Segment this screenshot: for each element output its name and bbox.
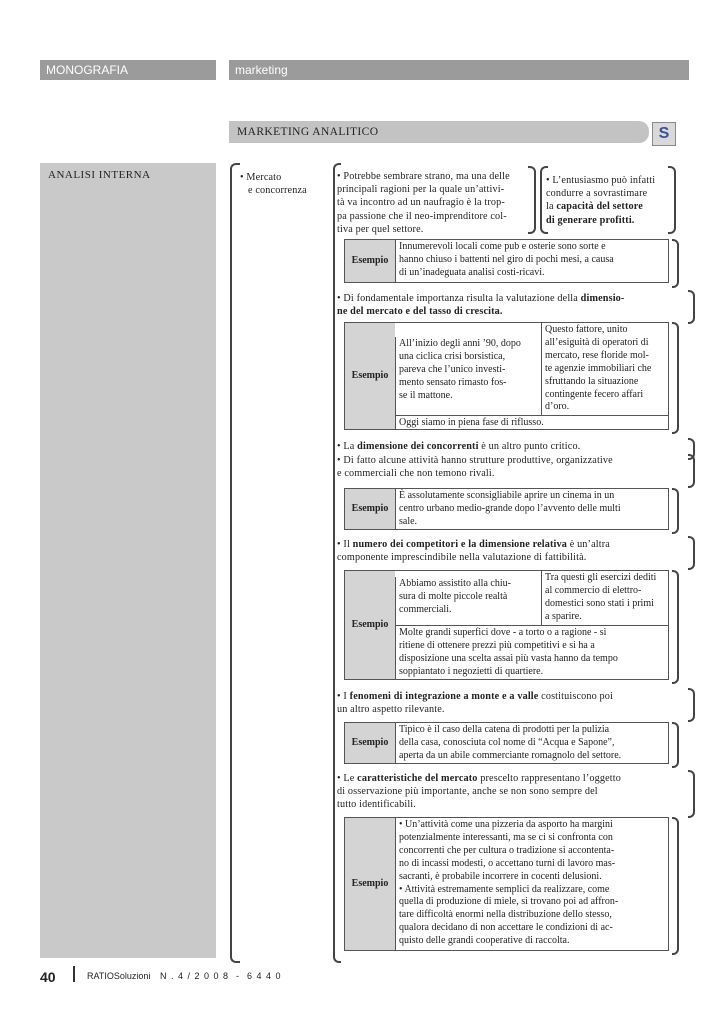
example-4-bracket: [672, 570, 679, 684]
topic-line-2: e concorrenza: [248, 185, 307, 197]
paragraph-1: • Potrebbe sembrare strano, ma una delle principali ragioni per la quale un’attivi- tà va incontro ad un naufragio è la trop- pa passione che il neo-imprenditore col- tiva per quel settore.: [337, 171, 510, 235]
paragraph-3b: • Di fatto alcune attività hanno strutture produttive, organizzative e commerciali che non temono rivali.: [337, 455, 613, 480]
example-label: Esempio: [345, 240, 395, 282]
side-note-1-bold: capacità del settore di generare profitti.: [546, 201, 643, 226]
section-tag-marketing: marketing: [229, 60, 689, 80]
paragraph-6: [337, 772, 677, 812]
paragraph-6-bracket: [688, 770, 695, 818]
example-label: Esempio: [345, 489, 395, 529]
example-text-left: Abbiamo assistito alla chiu- sura di molte piccole realtà commerciali.: [395, 577, 541, 625]
paragraph-3: [337, 440, 671, 453]
example-1-bracket: [672, 239, 679, 288]
paragraph-4-text-end: è un’altra componente imprescindibile nella valutazione di fattibilità.: [337, 539, 610, 564]
paragraph-5-bold: fenomeni di integrazione a monte e a valle: [349, 691, 539, 702]
example-text: • Un’attività come una pizzeria da asporto ha margini potenzialmente interessanti, ma se ci si confronta con concorrenti che per cultura o tradizione si accontenta- no di incassi modesti, o accettano turni di lavoro mas- sacranti, è probabile incorrere in cocenti delusioni. • Attività estremamente semplici da realizzare, come quella di produzione di miele, si trovano poi ad affron- tare difficoltà enormi nella distribuzione dello stesso, qualora decidano di non accettare le condizioni di ac- quisto delle grandi cooperative di raccolta.: [395, 818, 668, 950]
footer-brand: RATIOSoluzioni: [87, 971, 151, 981]
example-text-left: All’inizio degli anni ’90, dopo una ciclica crisi borsistica, pareva che l’unico investi- mento sensato rimasto fos- se il mattone.: [395, 337, 541, 415]
side-note-bracket-right: [668, 166, 676, 234]
page-number: 40: [40, 969, 56, 985]
paragraph-3-text-end: è un altro punto critico.: [478, 441, 581, 452]
example-text-right: Questo fattore, unito all’esiguità di operatori di mercato, rese floride mol- te agenzie immobiliari che sfruttando la situazione contingente fecero affari d’oro.: [541, 323, 668, 415]
paragraph-4-bracket: [688, 536, 695, 570]
example-box-3: [344, 488, 669, 530]
example-label: Esempio: [345, 723, 395, 763]
example-label: Esempio: [345, 571, 395, 679]
example-5-bracket: [672, 722, 679, 768]
example-6-bracket: [672, 817, 679, 955]
example-box-4: [344, 570, 669, 680]
paragraph-4-bold: numero dei competitori e la dimensione relativa: [352, 539, 567, 550]
paragraph-4-text: • Il: [337, 539, 353, 550]
example-box-1: [344, 239, 669, 283]
example-label: Esempio: [345, 323, 395, 429]
footer-issue: N . 4 / 2 0 0 8 - 6 4 4 0: [160, 971, 282, 981]
left-column-title: ANALISI INTERNA: [48, 169, 151, 181]
paragraph-4: [337, 538, 677, 564]
paragraph-5-text: • I: [337, 691, 350, 702]
example-box-2: [344, 322, 669, 430]
side-note-1-text: • L’entusiasmo può infatti condurre a sovrastimare la: [546, 175, 656, 213]
example-3-bracket: [672, 488, 679, 534]
paragraph-5-bracket: [688, 688, 695, 722]
example-text-bottom: Oggi siamo in piena fase di riflusso.: [395, 415, 668, 429]
paragraph-6-bold: caratteristiche del mercato: [357, 773, 478, 784]
footer-divider: [73, 966, 75, 982]
paragraph-3b-bracket: [688, 454, 695, 488]
example-box-5: [344, 722, 669, 764]
paragraph-2-bracket: [688, 290, 695, 324]
paragraph-5: [337, 690, 677, 716]
example-text-bottom: Molte grandi superfici dove - a torto o a ragione - si ritiene di ottenere prezzi più competitivi e si ha a disposizione una scelta assai più vasta hanno da tempo soppiantato i negozietti di quartiere.: [395, 625, 668, 679]
example-text: È assolutamente sconsigliabile aprire un cinema in un centro urbano medio-grande dopo l’avvento delle multi sale.: [395, 489, 668, 529]
example-box-6: [344, 817, 669, 951]
example-text-right: Tra questi gli esercizi dediti al commercio di elettro- domestici sono stati i primi a sparire.: [541, 571, 668, 625]
main-bracket: [230, 163, 240, 963]
paragraph-2: [337, 292, 671, 318]
side-note-1: [546, 174, 671, 227]
topic-line-1: • Mercato: [240, 172, 282, 183]
example-label: Esempio: [345, 818, 395, 950]
paragraph-5-text-end: costituiscono poi un altro aspetto rilevante.: [337, 691, 614, 716]
paragraph-3-bold: dimensione dei concorrenti: [357, 441, 479, 452]
paragraph-1-bracket: [528, 166, 536, 234]
paragraph-3-text: • La: [337, 441, 358, 452]
section-tag-monografia: MONOGRAFIA: [40, 60, 216, 80]
paragraph-2-bold: dimensio- ne del mercato e del tasso di crescita.: [337, 293, 625, 318]
example-text: Innumerevoli locali come pub e osterie sono sorte e hanno chiuso i battenti nel giro di pochi mesi, a causa di un’inadeguata analisi costi-ricavi.: [395, 240, 668, 282]
section-title: MARKETING ANALITICO: [229, 121, 649, 143]
paragraph-6-text-end: prescelto rappresentano l’oggetto di osservazione più importante, anche se non sono sempre del tutto identificabili.: [337, 773, 621, 811]
example-text: Tipico è il caso della catena di prodotti per la pulizia della casa, conosciuta col nome di “Acqua e Sapone”, aperta da un abile commerciante romagnolo del settore.: [395, 723, 668, 763]
left-column: [40, 163, 216, 958]
paragraph-6-text: • Le: [337, 773, 358, 784]
example-2-bracket: [672, 322, 679, 434]
paragraph-2-text: • Di fondamentale importanza risulta la valutazione della: [337, 293, 581, 304]
section-badge: S: [652, 122, 676, 146]
topic-title: [240, 171, 330, 197]
